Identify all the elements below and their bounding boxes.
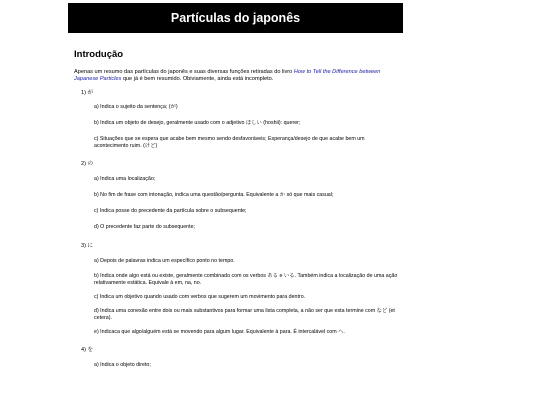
particle-section-no xyxy=(74,161,403,231)
list-item: c) Indica um objetivo quando usado com verbos que sugerem um movimento para dentro. xyxy=(94,293,306,300)
section-heading: Introdução xyxy=(74,49,124,60)
list-item: d) O precedente faz parte do subsequente; xyxy=(94,223,196,230)
list-item: c) Indica posse do precedente da partícula sobre o subsequente; xyxy=(94,207,247,214)
particle-label: 3) に xyxy=(81,242,94,249)
list-item: a) Depois de palavras indica um específico ponto no tempo. xyxy=(94,257,235,264)
particle-section-ni xyxy=(74,243,403,336)
book-title-link[interactable]: How to Tell the Difference between Japanese Particles xyxy=(74,69,381,83)
list-item: e) Indicaca que algo/alguém está se movendo para algum lugar. Equivalente à para. É intercalável com へ. xyxy=(94,328,345,335)
list-item: b) Indica um objeto de desejo, geralmente usado com o adjetivo ほしい (hoshii): querer; xyxy=(94,119,301,126)
particle-section-wo xyxy=(74,347,403,369)
list-item: b) Indica onde algo está ou existe, geralmente combinado com os verbos ある e いる. Também indica a localização de uma ação relativamente estática. Equivale à em, na, no. xyxy=(94,272,398,286)
particle-label: 1) が xyxy=(81,89,94,96)
particle-label: 4) を xyxy=(81,346,94,353)
particle-label: 2) の xyxy=(81,160,94,167)
intro-text-start: Apenas um resumo das partículas do japonês e suas diversas funções retiradas do livro xyxy=(74,69,294,75)
page-title: Partículas do japonês xyxy=(170,11,301,25)
list-item: a) Indica uma localização; xyxy=(94,175,156,182)
list-item: d) Indica uma conexão entre dois ou mais substantivos para formar uma lista completa, a não ser que esta termine com など (et cetera). xyxy=(94,307,395,321)
list-item: b) No fim de frase com intonação, indica uma questão/pergunta. Equivalente a か só que mais casual; xyxy=(94,191,334,198)
document-page xyxy=(68,3,403,369)
list-item: a) Indica o sujeito da sentença; (が) xyxy=(94,103,178,110)
title-banner xyxy=(68,3,403,33)
list-item: a) Indica o objeto direto; xyxy=(94,361,151,368)
list-item: c) Situações que se espera que acabe bem mesmo sendo desfavoráveis; Esperança/desejo de que acabe bem um acontecimento ruim. (けど) xyxy=(94,135,365,149)
intro-text-end: que já é bem resumido. Obiviamente, ainda está incompleto. xyxy=(121,76,274,83)
particle-section-ga xyxy=(74,90,403,150)
intro-paragraph xyxy=(74,69,402,84)
